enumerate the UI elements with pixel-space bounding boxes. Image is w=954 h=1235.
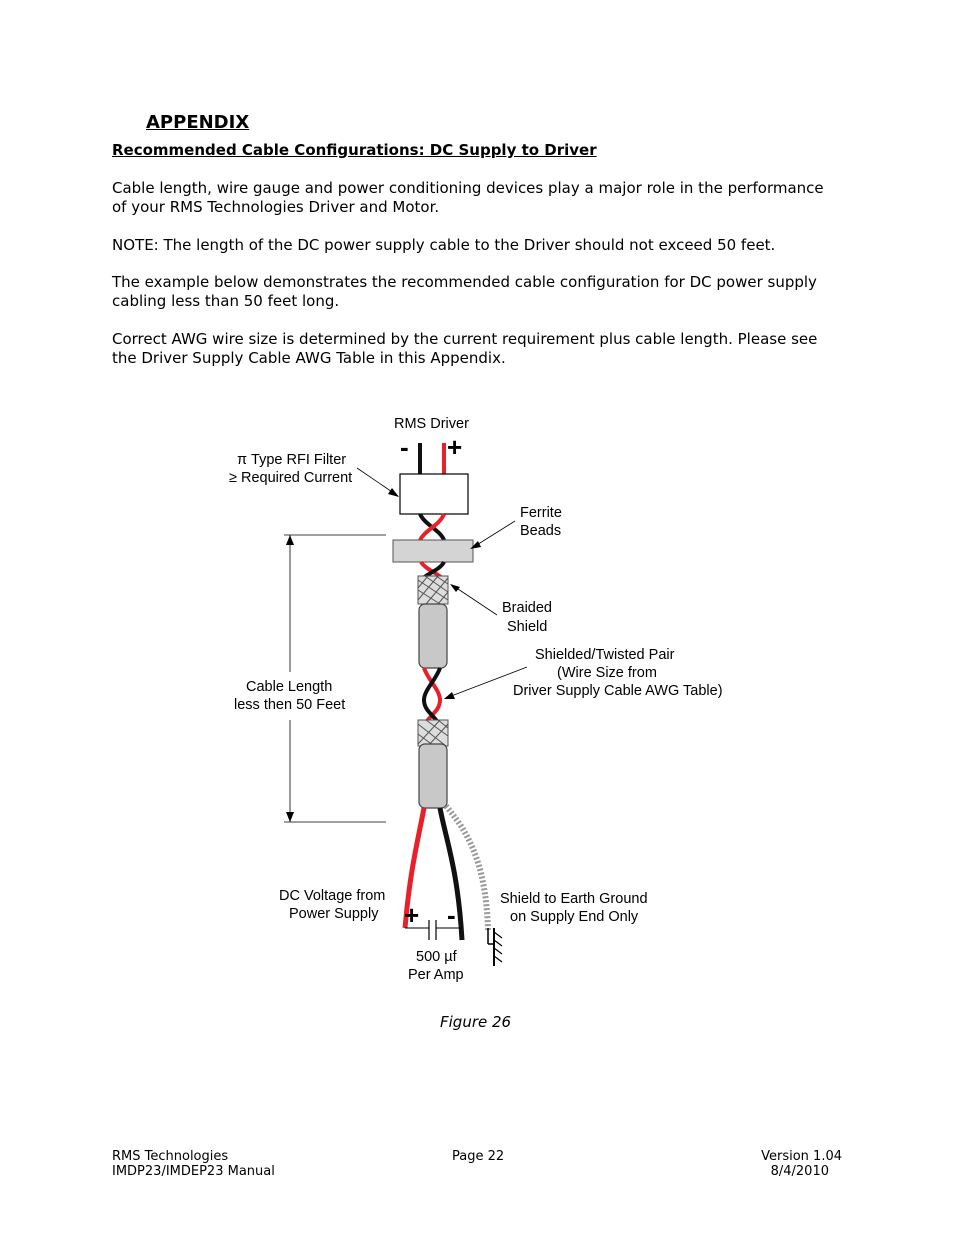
figure-caption: Figure 26 (440, 1013, 512, 1031)
supply-plus-terminal: + (404, 900, 420, 930)
braided-shield-label-line2: Shield (507, 619, 548, 635)
braided-shield-upper (419, 604, 447, 668)
ferrite-bead (393, 540, 473, 562)
footer-manual: IMDP23/IMDEP23 Manual (112, 1164, 275, 1179)
driver-plus-terminal: + (447, 432, 463, 462)
footer-company: RMS Technologies (112, 1149, 229, 1164)
ferrite-beads-label-line2: Beads (520, 523, 562, 539)
footer-page-number: Page 22 (452, 1149, 505, 1164)
section-heading: Recommended Cable Configurations: DC Supply to Driver (112, 141, 597, 159)
cable-length-label-line2: less then 50 Feet (234, 697, 346, 713)
rfi-filter-label-line1: π Type RFI Filter (237, 452, 347, 468)
driver-minus-terminal: - (400, 432, 409, 462)
ground-label-line1: Shield to Earth Ground (500, 891, 648, 907)
twisted-pair-label-line1: Shielded/Twisted Pair (535, 647, 675, 663)
paragraph-example: The example below demonstrates the recommended cable configuration for DC power supply cabling less than 50 feet long. (112, 273, 817, 310)
paragraph-awg: Correct AWG wire size is determined by the current requirement plus cable length. Please see the Driver Supply Cable AWG Table in this Appendix. (112, 330, 818, 367)
capacitor-label-line2: Per Amp (408, 967, 464, 983)
driver-label: RMS Driver (394, 416, 469, 432)
supply-minus-terminal: - (447, 900, 456, 930)
rfi-filter-box (400, 474, 468, 514)
footer-version: Version 1.04 (761, 1149, 842, 1164)
page-heading: APPENDIX (146, 112, 250, 133)
ferrite-beads-label-line1: Ferrite (520, 505, 562, 521)
braided-shield-label-line1: Braided (502, 600, 552, 616)
braided-shield-lower (419, 744, 447, 808)
twisted-pair-label-line2: (Wire Size from (557, 665, 657, 681)
dc-voltage-label-line2: Power Supply (289, 906, 379, 922)
footer-left (112, 1149, 275, 1179)
cable-length-label-line1: Cable Length (246, 679, 333, 695)
rfi-filter-label-line2: ≥ Required Current (229, 470, 353, 486)
paragraph-cable-role: Cable length, wire gauge and power conditioning devices play a major role in the performance of your RMS Technologies Driver and Motor. (112, 179, 824, 216)
dc-voltage-label-line1: DC Voltage from (279, 888, 386, 904)
ground-label-line2: on Supply End Only (510, 909, 639, 925)
footer-date: 8/4/2010 (770, 1164, 829, 1179)
twisted-pair-label-line3: Driver Supply Cable AWG Table) (513, 683, 723, 699)
paragraph-note: NOTE: The length of the DC power supply cable to the Driver should not exceed 50 feet. (112, 236, 776, 254)
capacitor-label-line1: 500 µf (416, 949, 457, 965)
